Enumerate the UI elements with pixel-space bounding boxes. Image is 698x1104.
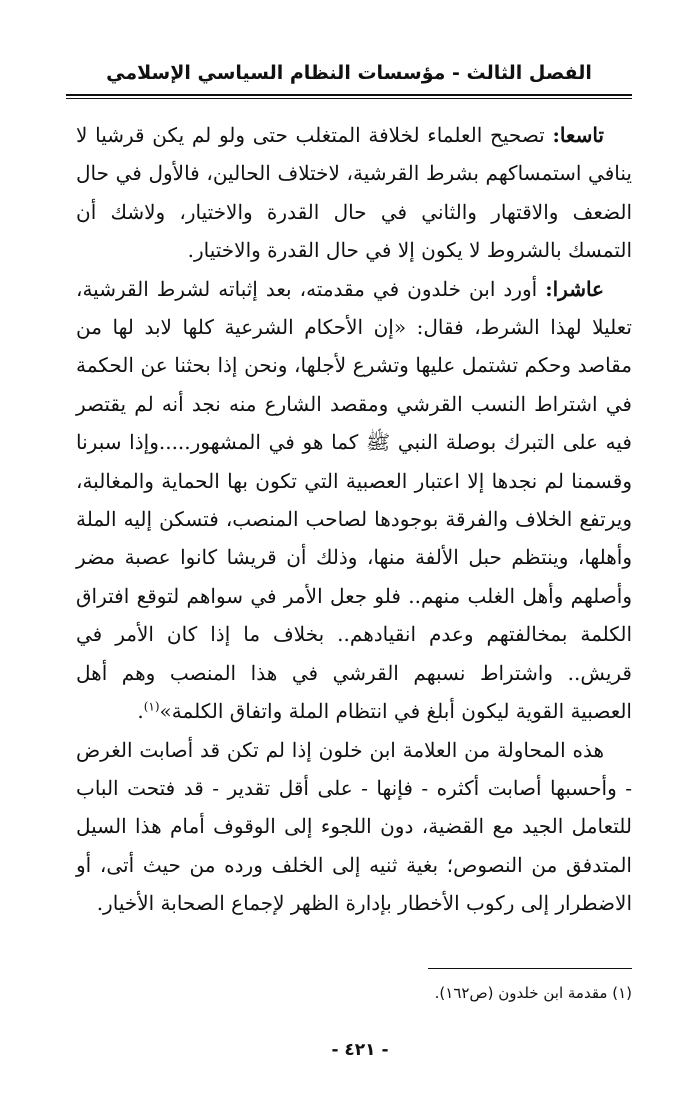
paragraph-lead: تاسعا:: [552, 123, 604, 147]
chapter-title: الفصل الثالث - مؤسسات النظام السياسي الإسلامي: [106, 62, 592, 84]
running-header: [66, 58, 632, 92]
paragraph-text: أورد ابن خلدون في مقدمته، بعد إثباته لشرط القرشية، تعليلا لهذا الشرط، فقال: «إن الأحكام الشرعية كلها لابد لها من مقاصد وحكم تشتمل عليها وتشرع لأجلها، ونحن إذا بحثنا عن الحكمة في اشتراط النسب القرشي ومقصد الشارع منه نجد أنه لم يقتصر فيه على التبرك بوصلة النبي ﷺ كما هو في المشهور.....وإذا سبرنا وقسمنا لم نجدها إلا اعتبار العصبية التي تكون بها الحماية والمغالبة، ويرتفع الخلاف والفرقة بوجودها لصاحب المنصب، فتسكن إليه الملة وأهلها، وينتظم حبل الألفة منها، وذلك أن قريشا كانوا عصبة مضر وأصلهم وأهل الغلب منهم.. فلو جعل الأمر في سواهم لتوقع افتراق الكلمة بمخالفتهم وعدم انقيادهم.. بخلاف ما إذا كان الأمر في قريش.. واشتراط نسبهم القرشي في هذا المنصب وهم أهل العصبية القوية ليكون أبلغ في انتظام الملة واتفاق الكلمة»: [76, 276, 632, 724]
body-text: [76, 116, 632, 923]
paragraph-ninth: [76, 116, 632, 270]
paragraph-end: .: [137, 699, 144, 724]
footnote-separator: [428, 968, 632, 969]
footnote-reference[interactable]: (١): [143, 699, 160, 714]
footnote: [240, 980, 632, 1006]
paragraph-commentary: [76, 731, 632, 923]
header-rule: [66, 94, 632, 96]
footnote-text: (١) مقدمة ابن خلدون (ص١٦٢).: [434, 984, 632, 1002]
paragraph-text: تصحيح العلماء لخلافة المتغلب حتى ولو لم يكن قرشيا لا ينافي استمساكهم بشرط القرشية، لاختلاف الحالين، فالأول في حال الضعف والاقتهار والثاني في حال القدرة والاختيار، ولاشك أن التمسك بالشروط لا يكون إلا في حال القدرة والاختيار.: [76, 123, 632, 263]
header-rule-thin: [66, 98, 632, 99]
paragraph-tenth: [76, 270, 632, 731]
page-number: - ٤٢١ -: [331, 1040, 389, 1060]
paragraph-lead: عاشرا:: [545, 276, 604, 301]
paragraph-text: هذه المحاولة من العلامة ابن خلون إذا لم تكن قد أصابت الغرض - وأحسبها أصابت أكثره - فإنها - على أقل تقدير - قد فتحت الباب للتعامل الجيد مع القضية، دون اللجوء إلى الوقوف أمام هذا السيل المتدفق من النصوص؛ بغية ثنيه إلى الخلف ورده من حيث أتى، أو الاضطرار إلى ركوب الأخطار بإدارة الظهر لإجماع الصحابة الأخيار.: [76, 737, 632, 916]
